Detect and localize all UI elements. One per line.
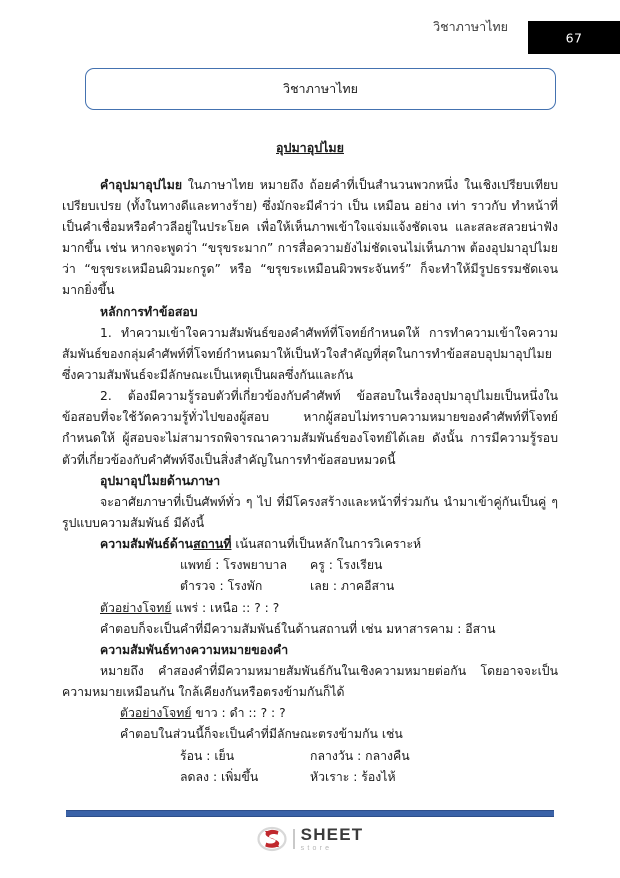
meaning-pair-right: กลางวัน : กลางคืน	[310, 748, 410, 763]
language-section-heading: อุปมาอุปไมยด้านภาษา	[100, 473, 221, 488]
meaning-pair-right: หัวเราะ : ร้องไห้	[310, 769, 396, 784]
principle-item-1: 1. ทำความเข้าใจความสัมพันธ์ของคำศัพท์ที่โจทย์กำหนดให้ การทำความเข้าใจความสัมพันธ์ของกลุ่มคำศัพท์ที่โจทย์กำหนดมาให้เป็นหัวใจสำคัญที่สุดในการทำข้อสอบอุปมาอุปไมย ซึ่งความสัมพันธ์จะมีลักษณะเป็นเหตุเป็นผลซึ่งกันและกัน	[62, 325, 558, 383]
document-body	[62, 139, 558, 788]
principle-item-2: 2. ต้องมีความรู้รอบตัวที่เกี่ยวข้องกับคำศัพท์ ข้อสอบในเรื่องอุปมาอุปไมยเป็นหนึ่งในข้อสอบที่จะใช้วัดความรู้ทั่วไปของผู้สอบ หากผู้สอบไม่ทราบความหมายของคำศัพท์ที่โจทย์กำหนดให้ ผู้สอบจะไม่สามารถพิจารณาความสัมพันธ์ของโจทย์ได้เลย ดังนั้น การมีความรู้รอบตัวที่เกี่ยวข้องกับคำศัพท์จึงเป็นสิ่งสำคัญในการทำข้อสอบหมวดนี้	[62, 389, 558, 467]
header-subject-label: วิชาภาษาไทย	[433, 19, 508, 34]
meaning-relation-body: หมายถึง คำสองคำที่มีความหมายสัมพันธ์กันในเชิงความหมายต่อกัน โดยอาจจะเป็นความหมายเหมือนกัน ใกล้เคียงกันหรือตรงข้ามกันก็ได้	[62, 663, 558, 700]
intro-body-text: ในภาษาไทย หมายถึง ถ้อยคำที่เป็นสำนวนพวกหนึ่ง ในเชิงเปรียบเทียบเปรียบเปรย (ทั้งในทางดีและทางร้าย) ซึ่งมักจะมีคำว่า เป็น เหมือน อย่าง เท่า ราวกับ ทำหน้าที่เป็นคำเชื่อมหรือคำวลีอยู่ในประโยค เพื่อให้เห็นภาพเข้าใจแจ่มแจ้งชัดเจน และสละสลวยน่าฟังมากขึ้น เช่น หากจะพูดว่า “ขรุขระมาก” การสื่อความยังไม่ชัดเจนไม่เห็นภาพ ต้องอุปมาอุปไมยว่า “ขรุขระเหมือนผิวมะกรูด” หรือ “ขรุขระเหมือนผิวพระจันทร์” ก็จะทำให้มีรูปธรรมชัดเจนมากยิ่งขึ้น	[62, 177, 558, 298]
intro-lead-term: คำอุปมาอุปไมย	[100, 177, 183, 192]
place-pair-right: เลย : ภาคอีสาน	[310, 579, 395, 594]
exam-principles-heading: หลักการทำข้อสอบ	[100, 304, 198, 319]
place-relation-heading-tail: เน้นสถานที่เป็นหลักในการวิเคราะห์	[231, 537, 422, 552]
place-example-question: แพร่ : เหนือ :: ? : ?	[171, 600, 280, 615]
meaning-example-question-line	[62, 703, 558, 724]
meaning-example-label: ตัวอย่างโจทย์	[120, 706, 192, 721]
meaning-pair-left: ร้อน : เย็น	[180, 748, 235, 763]
place-pair-left: ตำรวจ : โรงพัก	[180, 579, 263, 594]
title-box	[85, 68, 556, 110]
meaning-relation-heading: ความสัมพันธ์ทางความหมายของคำ	[100, 642, 289, 657]
meaning-pair-row	[62, 746, 558, 767]
running-header	[0, 0, 620, 52]
intro-paragraph	[62, 175, 558, 302]
title-box-label: วิชาภาษาไทย	[283, 81, 358, 96]
logo-divider	[293, 829, 295, 849]
page-number-label: 67	[565, 30, 583, 45]
place-pair-right: ครู : โรงเรียน	[310, 558, 383, 573]
place-example-label: ตัวอย่างโจทย์	[100, 600, 172, 615]
footer-logo	[0, 826, 620, 852]
language-section-body: จะอาศัยภาษาที่เป็นศัพท์ทั่ว ๆ ไป ที่มีโครงสร้างและหน้าที่ร่วมกัน นำมาเข้าคู่กันเป็นคู่ ๆ รูปแบบความสัมพันธ์ มีดังนี้	[62, 494, 558, 530]
logo-wordmark: SHEET	[300, 825, 364, 844]
place-relation-heading-main: ความสัมพันธ์ด้าน	[100, 537, 194, 552]
place-pair-left: แพทย์ : โรงพยาบาล	[180, 558, 287, 573]
place-example-answer: คำตอบก็จะเป็นคำที่มีความสัมพันธ์ในด้านสถานที่ เช่น มหาสารคาม : อีสาน	[100, 621, 496, 636]
page-number-badge	[528, 21, 620, 54]
logo-wrap	[257, 826, 364, 852]
place-relation-heading	[62, 534, 558, 555]
place-pair-row	[62, 555, 558, 576]
place-pair-row	[62, 576, 558, 597]
meaning-example-answer: คำตอบในส่วนนี้ก็จะเป็นคำที่มีลักษณะตรงข้ามกัน เช่น	[120, 727, 403, 742]
footer-divider	[66, 810, 554, 817]
meaning-pair-left: ลดลง : เพิ่มขึ้น	[180, 769, 259, 784]
place-relation-heading-keyword: สถานที่	[193, 537, 232, 552]
meaning-example-question: ขาว : ดำ :: ? : ?	[191, 706, 286, 721]
sheet-store-s-icon	[257, 826, 287, 852]
page-title: อุปมาอุปไมย	[276, 140, 344, 155]
meaning-pair-row	[62, 767, 558, 788]
logo-textblock	[301, 826, 364, 852]
place-example-question-line	[62, 598, 558, 619]
logo-subtext: store	[300, 845, 333, 852]
